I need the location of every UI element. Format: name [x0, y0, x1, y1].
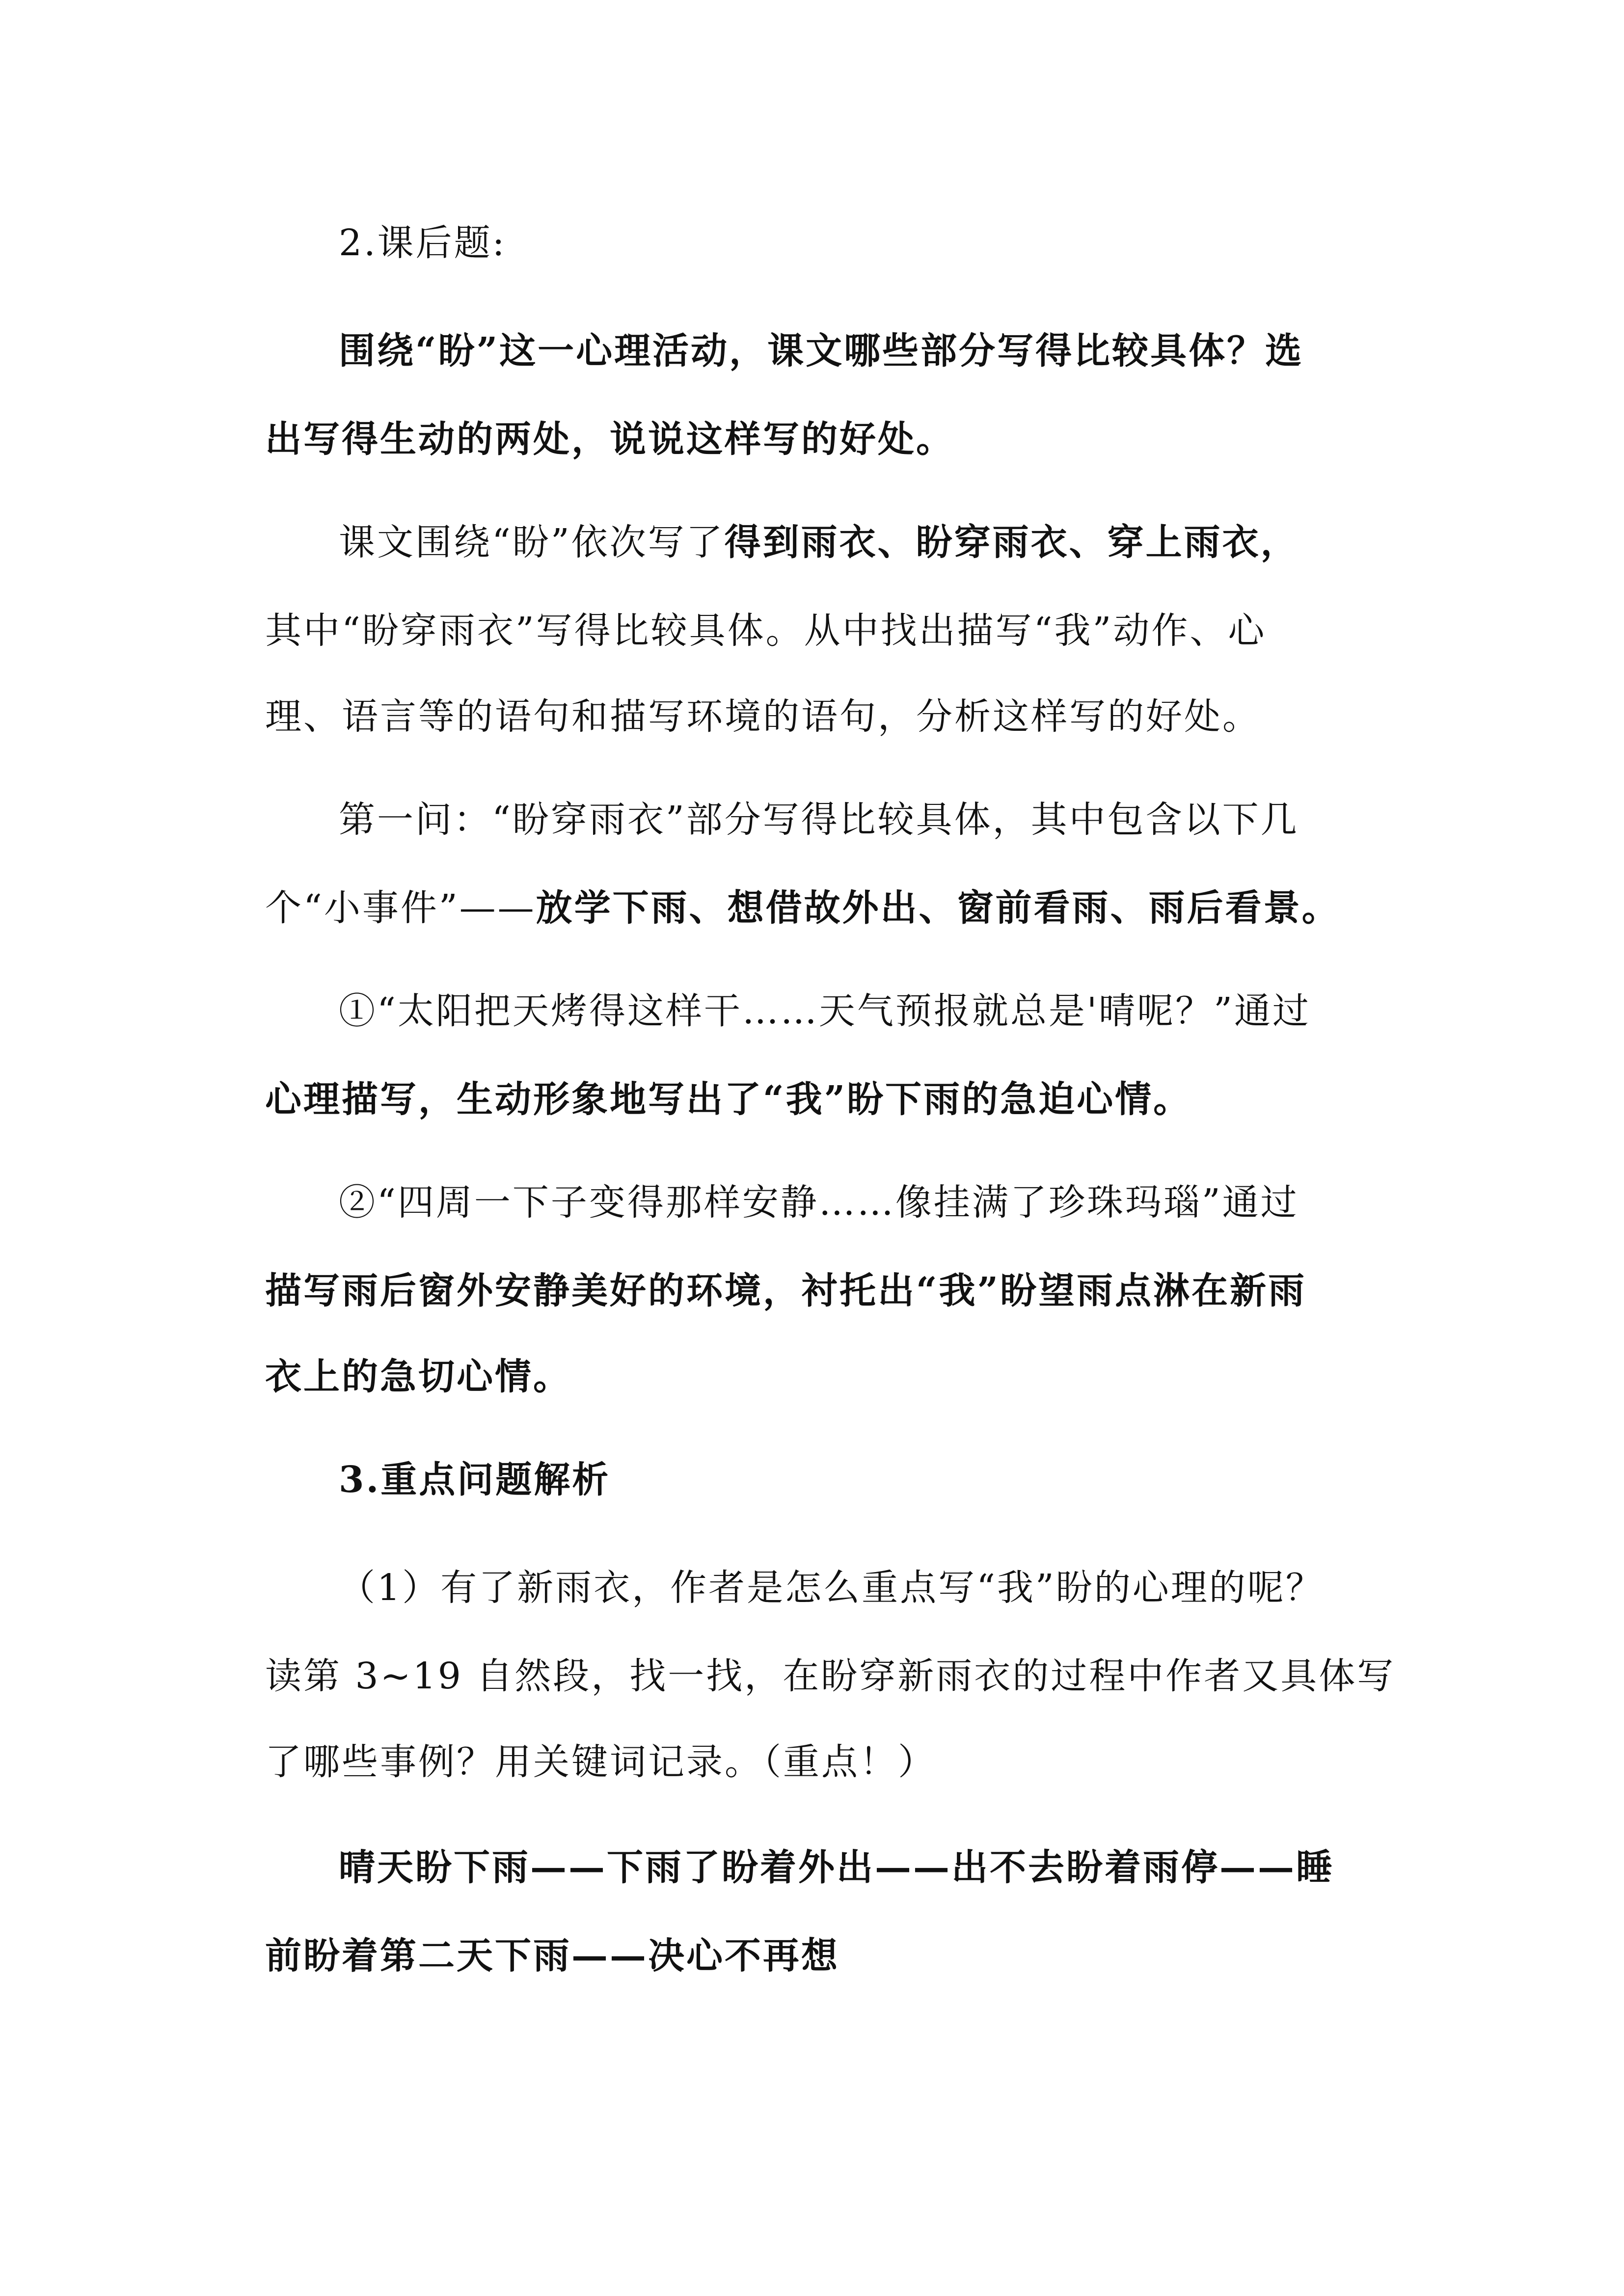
question-1-line-2: 读第 3~19 自然段，找一找，在盼穿新雨衣的过程中作者又具体写	[265, 1655, 1396, 1697]
point-2-line-2: 描写雨后窗外安静美好的环境，衬托出“我”盼望雨点淋在新雨	[265, 1270, 1307, 1312]
analysis-line-2: 其中“盼穿雨衣”写得比较具体。从中找出描写“我”动作、心	[265, 610, 1267, 652]
answer-1-line-1: 晴天盼下雨——下雨了盼着外出——出不去盼着雨停——睡	[339, 1846, 1334, 1889]
question-line-2: 出写得生动的两处，说说这样写的好处。	[265, 418, 954, 460]
question-1-line-3: 了哪些事例？用关键词记录。（重点！）	[265, 1741, 936, 1783]
analysis-line-1-plain: 课文围绕“盼”依次写了	[339, 521, 725, 563]
point-2-line-1: ②“四周一下子变得那样安静……像挂满了珍珠玛瑙”通过	[339, 1181, 1299, 1224]
question-line-1: 围绕“盼”这一心理活动，课文哪些部分写得比较具体？选	[339, 330, 1304, 372]
point-2-line-3: 衣上的急切心情。	[265, 1356, 571, 1398]
first-question-line-2-bold: 放学下雨、想借故外出、窗前看雨、雨后看景。	[536, 887, 1340, 929]
first-question-line-2	[265, 883, 1340, 933]
answer-1-line-2: 前盼着第二天下雨——决心不再想	[265, 1935, 839, 1977]
section-2-heading: 2.课后题:	[339, 222, 507, 264]
section-3-heading: 3.重点问题解析	[339, 1459, 611, 1501]
analysis-line-1-bold: 得到雨衣、盼穿雨衣、穿上雨衣，	[724, 521, 1299, 563]
first-question-line-2-plain: 个“小事件”——	[265, 887, 536, 929]
question-1-line-1: （1）有了新雨衣，作者是怎么重点写“我”盼的心理的呢？	[339, 1567, 1324, 1609]
analysis-line-3: 理、语言等的语句和描写环境的语句，分析这样写的好处。	[265, 695, 1261, 738]
point-1-line-2: 心理描写，生动形象地写出了“我”盼下雨的急迫心情。	[265, 1078, 1192, 1121]
first-question-line-1: 第一问：“盼穿雨衣”部分写得比较具体，其中包含以下几	[339, 799, 1299, 841]
analysis-line-1	[339, 518, 1299, 567]
point-1-line-1: ①“太阳把天烤得这样干……天气预报就总是'晴呢？”通过	[339, 990, 1311, 1032]
